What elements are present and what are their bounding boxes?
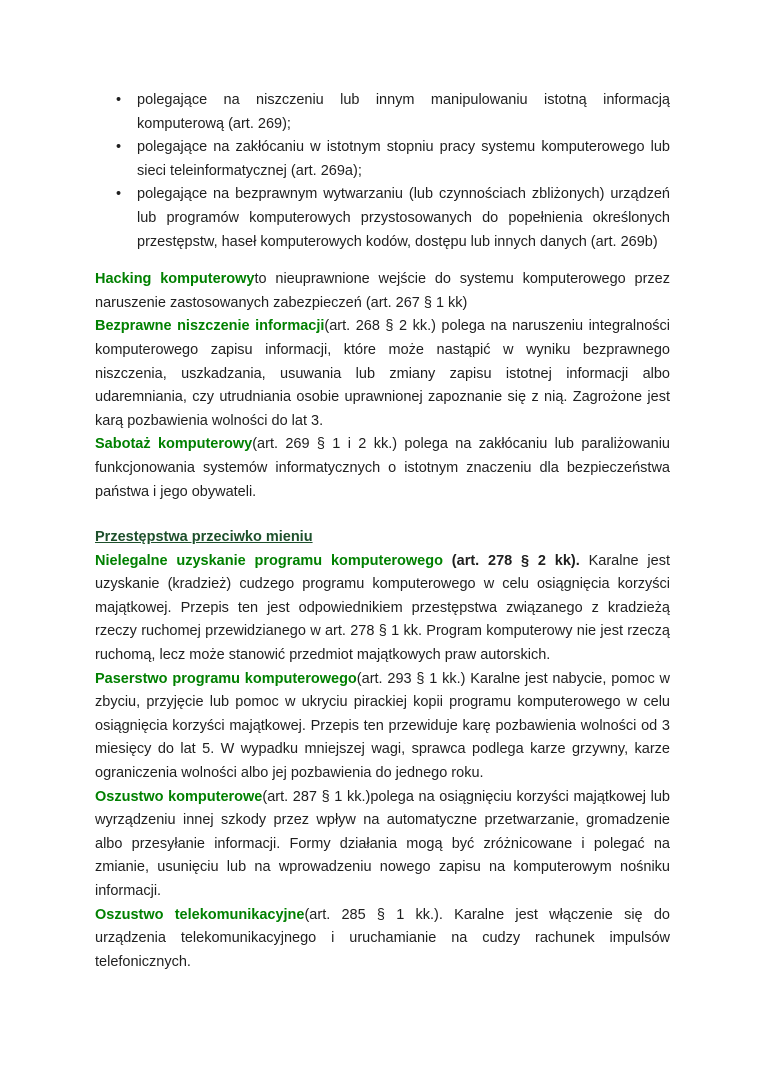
bullet-icon: • [116,92,122,108]
para-bezprawne-niszczenie-informacji [95,315,670,433]
bullet-text: polegające na zakłócaniu w istotnym stopniu pracy systemu komputerowego lub sieci teleinformatycznej (art. 269a); [137,139,670,179]
list-item [95,89,670,136]
paragraph-text: (art. 268 § 2 kk.) polega na naruszeniu integralności komputerowego zapisu informacji, które może nastąpić w wyniku bezprawnego niszczenia, uszkadzania, usuwania lub zmiany zapisu istotnej informacji albo udaremniania, czy utrudniania osobie uprawnionej zapoznanie się z nią. Zagrożone jest karą pozbawienia wolności do lat 3. [95,318,670,429]
paragraph-text: to nieuprawnione wejście do systemu komputerowego przez naruszenie zastosowanych zabezpieczeń (art. 267 § 1 kk) [95,271,671,311]
term-label: Paserstwo programu komputerowego [95,670,357,687]
term-label: Bezprawne niszczenie informacji [95,318,325,335]
para-hacking-komputerowy [95,268,670,315]
paragraph-text: (art. 285 § 1 kk.). Karalne jest włączenie się do urządzenia telekomunikacyjnego i uruchamianie na cudzy rachunek impulsów telefonicznych. [95,906,670,970]
term-label: Oszustwo komputerowe [95,788,263,805]
term-article-ref: (art. 278 § 2 kk). [451,552,580,569]
para-sabotaz-komputerowy [95,433,670,504]
paragraph-text: (art. 287 § 1 kk.)polega na osiągnięciu korzyści majątkowej lub wyrządzeniu innej szkody przez wpływ na automatyczne przetwarzanie, gromadzenie albo przesyłanie informacji. Formy działania mogą być zróżnicowane i polegać na zmianie, usunięciu lub na wprowadzeniu nowego zapisu na komputerowym nośniku informacji. [95,788,670,899]
para-oszustwo-komputerowe [95,786,670,904]
list-item [95,183,670,254]
bullet-text: polegające na bezprawnym wytwarzaniu (lub czynnościach zbliżonych) urządzeń lub programów komputerowych przystosowanych do popełnienia określonych przestępstw, haseł komputerowych kodów, dostępu lub innych danych (art. 269b) [137,186,670,250]
term-label: Oszustwo telekomunikacyjne [95,906,305,923]
bullet-text: polegające na niszczeniu lub innym manipulowaniu istotną informacją komputerową (art. 269); [137,92,670,132]
paragraph-text: (art. 269 § 1 i 2 kk.) polega na zakłócaniu lub paraliżowaniu funkcjonowania systemów informatycznych o istotnym znaczeniu dla bezpieczeństwa państwa i jego obywateli. [95,436,670,500]
term-label: Nielegalne uzyskanie programu komputerowego [95,552,452,569]
para-nielegalne-uzyskanie-programu [95,550,670,668]
bullet-list [95,89,670,254]
bullet-icon: • [116,186,122,203]
term-label: Sabotaż komputerowy [95,436,253,453]
section-heading-przestepstwa-przeciwko-mieniu: Przestępstwa przeciwko mieniu [95,529,313,546]
list-item [95,136,670,183]
bullet-icon: • [116,139,122,156]
para-oszustwo-telekomunikacyjne [95,904,670,975]
paragraph-text: Karalne jest uzyskanie (kradzież) cudzego programu komputerowego w celu osiągnięcia korzyści majątkowej. Przepis ten jest odpowiednikiem przestępstwa związanego z kradzieżą rzeczy ruchomej przewidzianego w art. 278 § 1 kk. Program komputerowy nie jest rzeczą ruchomą, lecz może stanowić przedmiot majątkowych praw autorskich. [95,552,670,664]
para-paserstwo-programu [95,668,670,786]
paragraph-text: (art. 293 § 1 kk.) Karalne jest nabycie, pomoc w zbyciu, przyjęcie lub pomoc w ukryciu pirackiej kopii programu komputerowego w celu osiągnięcia korzyści majątkowej. Przepis ten przewiduje karę pozbawienia wolności od 3 miesięcy do lat 5. W wypadku mniejszej wagi, sprawca podlega karze grzywny, karze ograniczenia wolności albo jej pozbawienia do jednego roku. [95,670,670,782]
term-label: Hacking komputerowy [95,271,255,288]
